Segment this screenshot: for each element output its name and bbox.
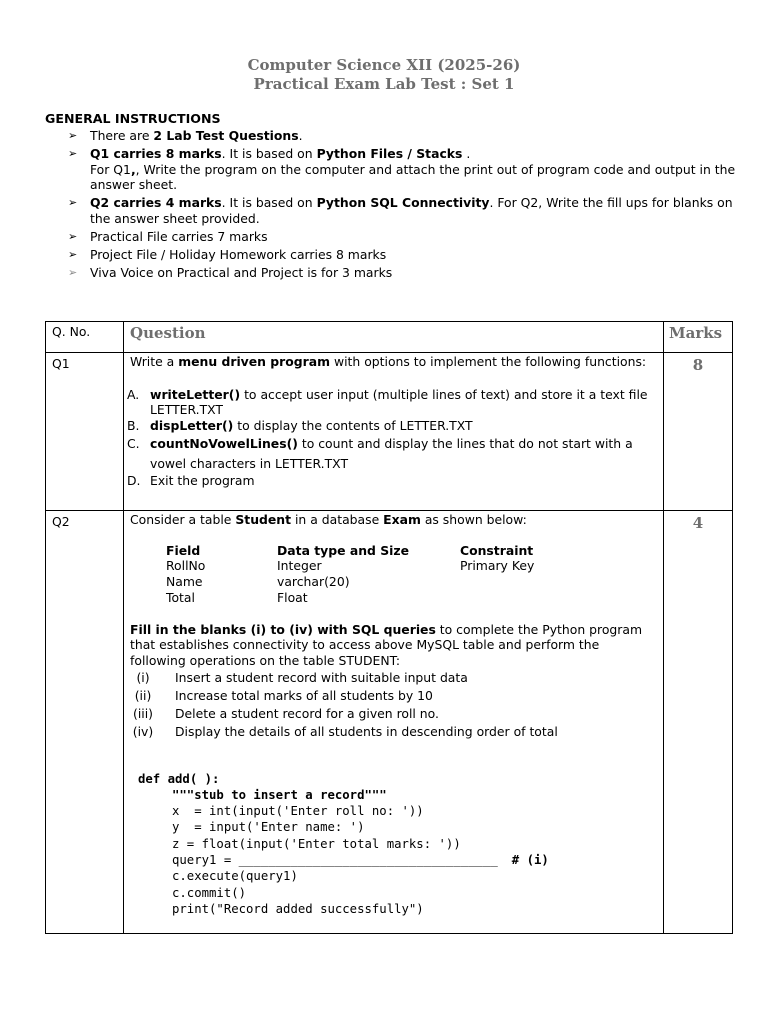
q2-marks: 4 [664, 511, 733, 934]
list-item: (i) Insert a student record with suitable input data [136, 669, 468, 685]
q1-number: Q1 [46, 353, 124, 511]
arrow-bullet-icon: ➢ [68, 196, 78, 209]
q1-marks: 8 [664, 353, 733, 511]
arrow-bullet-icon: ➢ [68, 247, 78, 261]
table-row-q2 [46, 511, 733, 934]
instruction-item: ➢ Viva Voice on Practical and Project is for 3 marks [68, 264, 393, 280]
code-block [130, 771, 657, 918]
header-marks: Marks [664, 322, 733, 353]
arrow-bullet-icon: ➢ [68, 147, 78, 160]
instruction-item: ➢ There are 2 Lab Test Questions. [68, 128, 303, 143]
code-line: y = input('Enter name: ') [172, 820, 365, 835]
blank-marker: # (i) [511, 853, 549, 868]
code-line: x = int(input('Enter roll no: ')) [172, 804, 424, 819]
list-item: (iii) Delete a student record for a given roll no. [133, 705, 439, 721]
instructions-list [68, 128, 738, 283]
code-line: z = float(input('Enter total marks: ')) [172, 836, 461, 851]
q2-number: Q2 [46, 511, 124, 934]
instruction-item: ➢ Project File / Holiday Homework carries 8 marks [68, 246, 387, 262]
q1-options [127, 386, 657, 490]
arrow-bullet-icon: ➢ [68, 265, 78, 279]
code-line: c.execute(query1) [172, 869, 298, 884]
list-item: D. Exit the program [127, 473, 255, 489]
code-def-line: def add( ): [138, 771, 220, 786]
list-item: C. countNoVowelLines() to count and display the lines that do not start with a vowel characters in LETTER.TXT [127, 436, 633, 471]
code-line: c.commit() [172, 885, 247, 900]
table-header-row [46, 322, 733, 353]
code-line: query1 = [172, 853, 239, 868]
arrow-bullet-icon: ➢ [68, 129, 78, 142]
list-item: B. dispLetter() to display the contents of LETTER.TXT [127, 417, 473, 433]
instruction-item: ➢ Q1 carries 8 marks. It is based on Python Files / Stacks . For Q1,, Write the program on the computer and attach the print out of program code and output in the answer sheet. [68, 146, 736, 192]
questions-table [45, 321, 733, 934]
q1-question [124, 353, 664, 511]
instructions-heading: GENERAL INSTRUCTIONS [45, 111, 221, 126]
arrow-bullet-icon: ➢ [68, 229, 78, 243]
document-subtitle: Practical Exam Lab Test : Set 1 [253, 75, 515, 93]
q2-question [124, 511, 664, 934]
q2-operations [130, 669, 657, 741]
list-item: (iv) Display the details of all students in descending order of total [132, 723, 558, 739]
table-row-q1 [46, 353, 733, 511]
q1-intro: Write a menu driven program with options to implement the following functions: [130, 354, 647, 369]
answer-blank: ___________________________________ [238, 853, 498, 868]
document-title: Computer Science XII (2025-26) [247, 56, 521, 74]
q2-intro: Consider a table Student in a database Exam as shown below: [130, 512, 527, 527]
code-line: print("Record added successfully") [172, 901, 424, 916]
instruction-item: ➢ Practical File carries 7 marks [68, 228, 268, 244]
instruction-item: ➢ Q2 carries 4 marks. It is based on Python SQL Connectivity. For Q2, Write the fill ups for blanks on the answer sheet provided. [68, 195, 733, 226]
list-item: (ii) Increase total marks of all students by 10 [134, 687, 433, 703]
header-qno: Q. No. [46, 322, 124, 353]
code-docstring: """stub to insert a record""" [172, 787, 387, 802]
header-question: Question [124, 322, 664, 353]
student-fields-table: Field Data type and Size Constraint RollNo Integer Primary Key Name varchar(20) Total Float [166, 542, 535, 605]
list-item: A. writeLetter() to accept user input (multiple lines of text) and store it a text file LETTER.TXT [127, 386, 648, 418]
q2-fill-instruction: Fill in the blanks (i) to (iv) with SQL queries to complete the Python program that establishes connectivity to access above MySQL table and perform the following operations on the table STUDENT: [130, 621, 643, 668]
